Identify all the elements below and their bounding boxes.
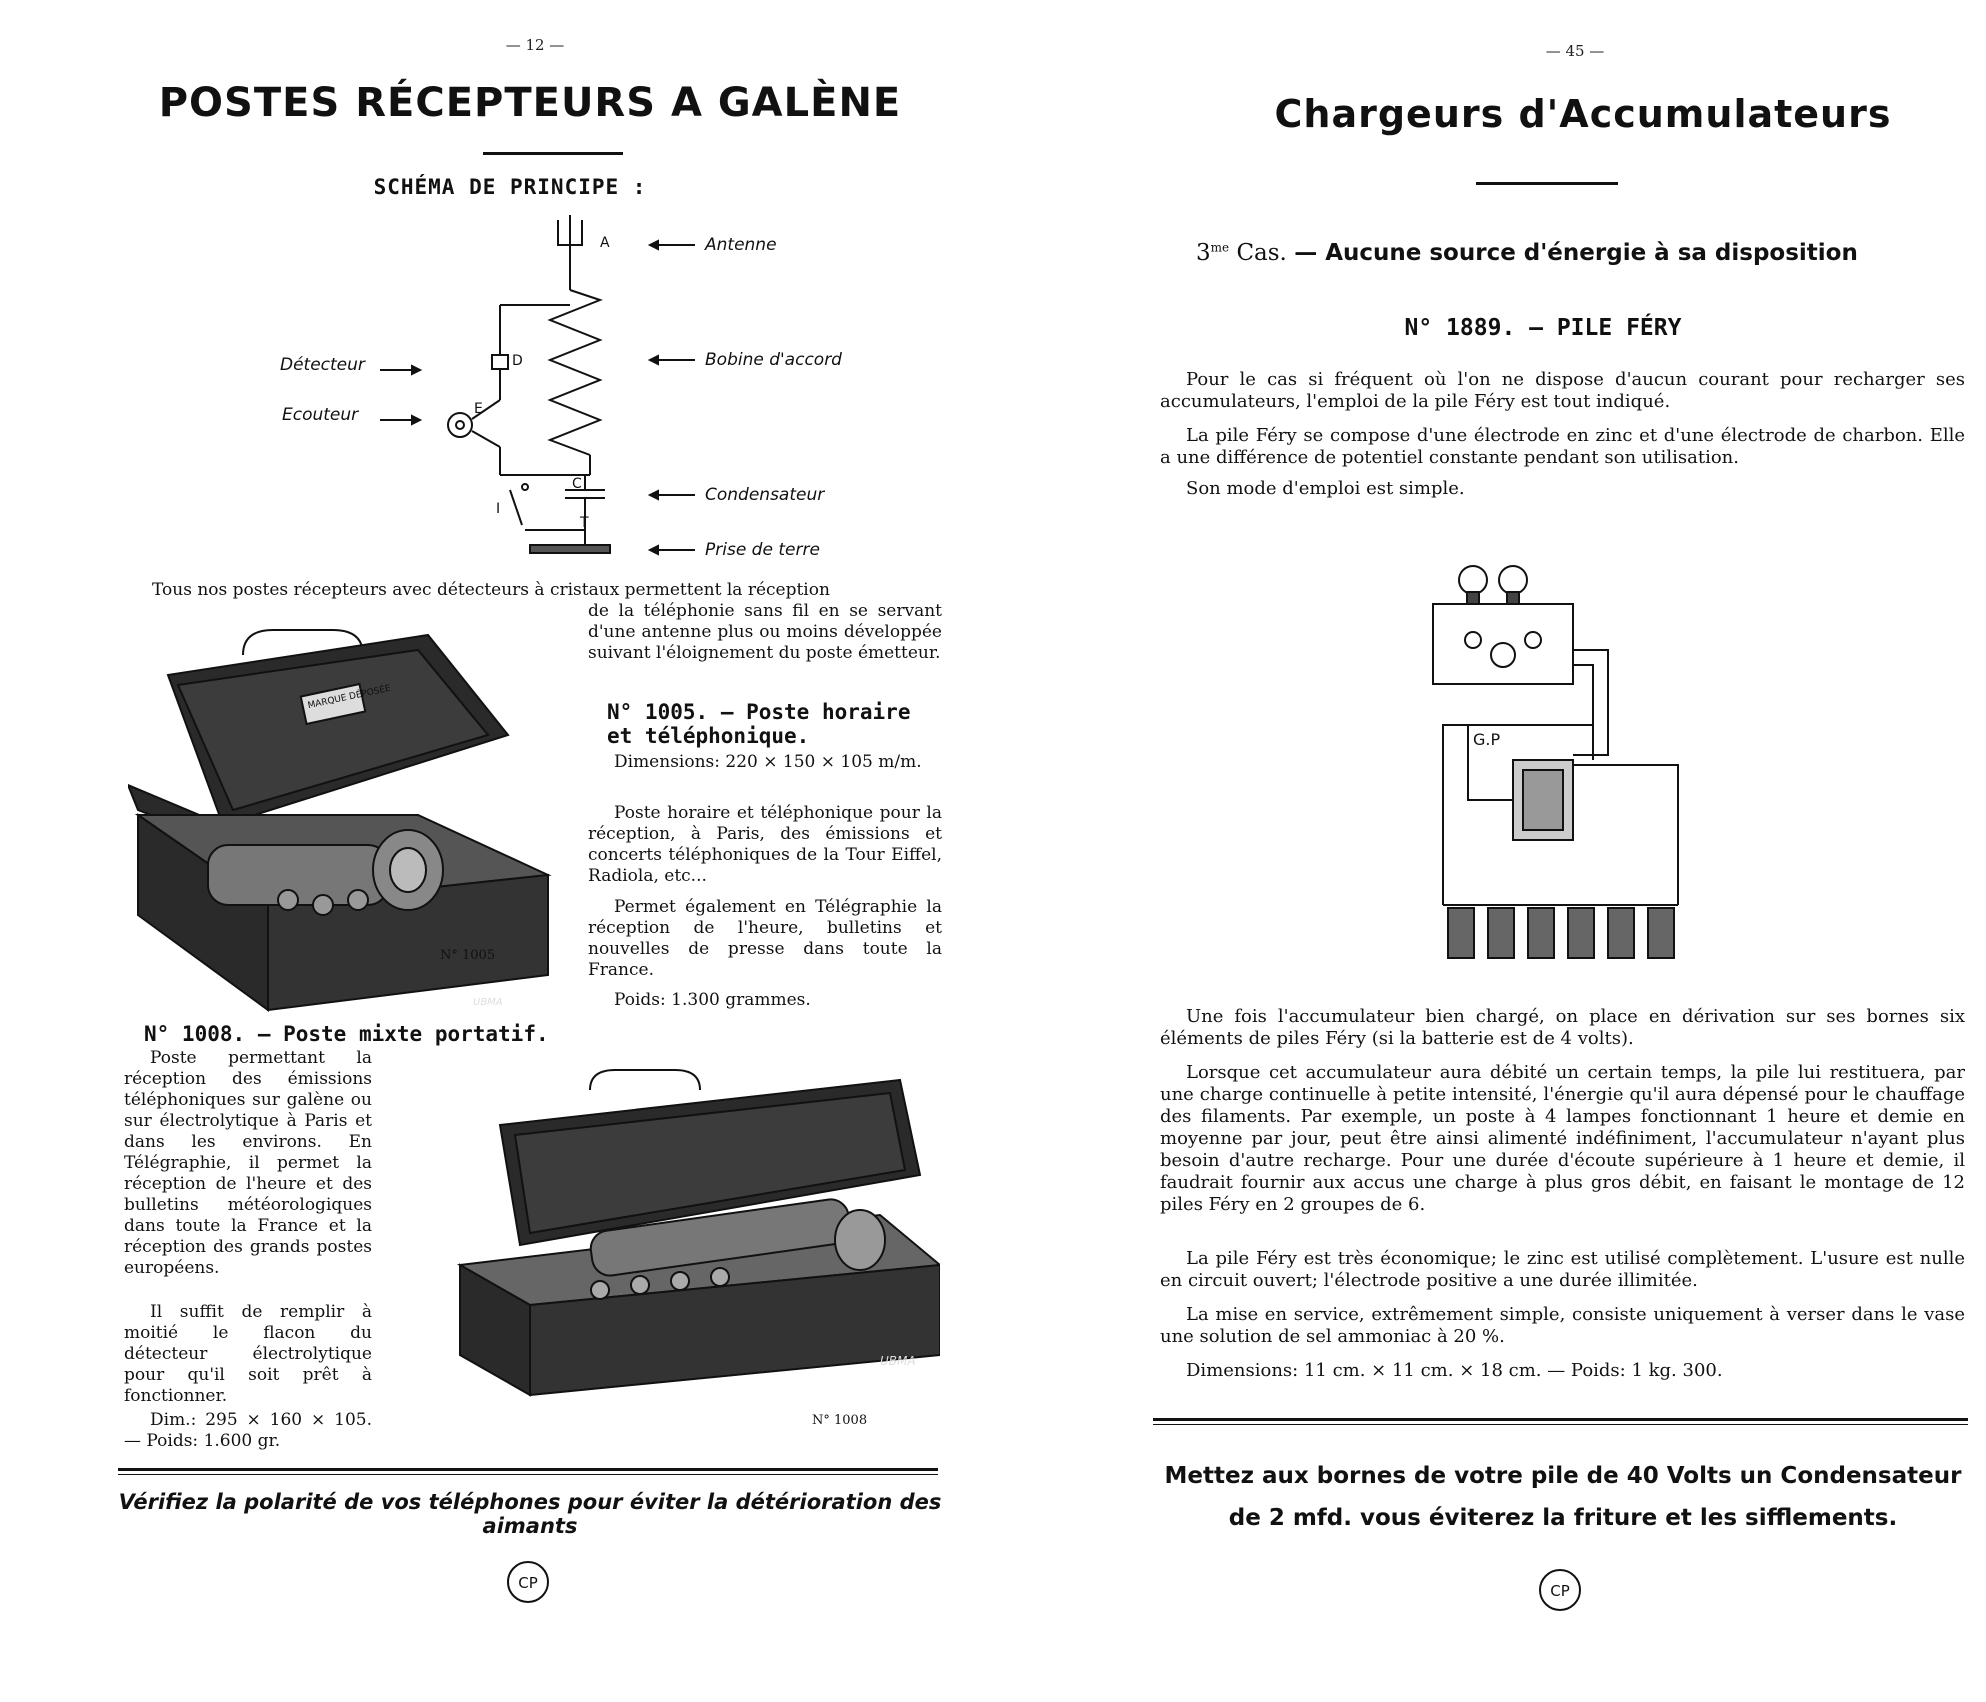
letter-a: A	[600, 235, 610, 251]
para-6: La pile Féry est très économique; le zinc est utilisé complètement. L'usure est nulle en circuit ouvert; l'électrode positive a une durée illimitée.	[1160, 1248, 1965, 1291]
footer-rule-right	[1153, 1418, 1968, 1425]
footer-line-1: Mettez aux bornes de votre pile de 40 Volts un Condensateur	[1164, 1463, 1962, 1489]
label-detecteur: Détecteur	[280, 355, 365, 375]
lamp-2	[1499, 566, 1527, 594]
plate-text: MARQUE DÉPOSÉE	[306, 683, 392, 712]
logo-text-right: CP	[1550, 1582, 1570, 1600]
poids-1005: Poids: 1.300 grammes.	[614, 990, 811, 1010]
fery-cells	[1448, 908, 1674, 958]
caption-1005: N° 1005	[440, 948, 496, 963]
case-prefix: 3	[1196, 240, 1211, 266]
footer-line-2: de 2 mfd. vous éviterez la friture et les sifflements.	[1228, 1505, 1898, 1531]
intro-line: Tous nos postes récepteurs avec détecteurs à cristaux permettent la réception	[152, 580, 830, 600]
heading-1005	[607, 700, 945, 748]
page-number: — 12 —	[505, 36, 565, 54]
dimensions-1889: Dimensions: 11 cm. × 11 cm. × 18 cm. — Poids: 1 kg. 300.	[1186, 1360, 1723, 1381]
publisher-logo-right	[1538, 1568, 1582, 1612]
label-bobine: Bobine d'accord	[705, 350, 842, 370]
letter-e: E	[474, 401, 483, 417]
gp-label: G.P	[1473, 730, 1501, 749]
publisher-logo	[506, 1560, 550, 1604]
heading-1005-text: — Poste horaire et téléphonique.	[607, 700, 911, 748]
ubma-mark-1: UBMA	[473, 997, 503, 1008]
ubma-mark-2: UBMA	[880, 1354, 916, 1368]
logo-text: CP	[518, 1574, 538, 1592]
case-line	[1196, 240, 1956, 266]
schema-title: SCHÉMA DE PRINCIPE :	[373, 175, 647, 199]
page-title-right: Chargeurs d'Accumulateurs	[1274, 92, 1892, 136]
heading-1005-no: N° 1005.	[607, 700, 709, 724]
right-page	[993, 0, 1986, 1702]
switch-symbol	[510, 490, 522, 525]
schematic-diagram	[260, 205, 860, 565]
letter-c: C	[572, 476, 582, 492]
coil-symbol	[550, 290, 600, 455]
para-1: Pour le cas si fréquent où l'on ne dispose d'aucun courant pour recharger ses accumulateurs, l'emploi de la pile Féry est tout indiqué.	[1160, 369, 1965, 412]
label-antenne: Antenne	[705, 235, 777, 255]
heading-1008-no: N° 1008.	[144, 1022, 246, 1046]
pile-fery-diagram	[1403, 560, 1723, 970]
poste-1008-image	[440, 1035, 940, 1405]
earphone-symbol	[448, 413, 472, 437]
antenna-symbol	[558, 215, 582, 245]
label-condensateur: Condensateur	[705, 485, 825, 505]
ground-symbol	[530, 545, 610, 553]
earphone-2	[835, 1210, 885, 1270]
letter-i: I	[496, 501, 501, 517]
case-sup: me	[1210, 240, 1230, 255]
footer-rule	[118, 1468, 938, 1475]
footer-note: Vérifiez la polarité de vos téléphones pour éviter la détérioration des aimants	[118, 1490, 942, 1538]
label-ecouteur: Ecouteur	[282, 405, 359, 425]
lamp-1	[1459, 566, 1487, 594]
heading-1008-text: — Poste mixte portatif.	[257, 1022, 549, 1046]
para-1008-a: Poste permettant la réception des émissions téléphoniques sur galène ou sur électrolytique à Paris et dans les environs. En Télégraphie, il permet la réception de l'heure et des bulletins météorologiques dans toute la France et la réception des grands postes européens.	[124, 1048, 372, 1278]
case-text: — Aucune source d'énergie à sa disposition	[1294, 240, 1858, 266]
dims-1008: Dim.: 295 × 160 × 105. — Poids: 1.600 gr.	[124, 1410, 372, 1451]
para-5: Lorsque cet accumulateur aura débité un certain temps, la pile lui restituera, par une charge continuelle à petite intensité, l'énergie qu'il aura dépensé pour le chauffage des filaments. Par exemple, un poste à 4 lampes fonctionnant 1 heure et demie en moyenne par jour, peut être ainsi alimenté indéfiniment, l'accumulateur n'ayant plus besoin d'autre recharge. Pour une durée d'écoute supérieure à 1 heure et demie, il faudrait fournir aux accus une charge à plus gros débit, en faisant le montage de 12 piles Féry en 2 groupes de 6.	[1160, 1062, 1965, 1215]
product-heading: N° 1889. — PILE FÉRY	[1404, 315, 1682, 341]
case-label: Cas.	[1236, 240, 1287, 266]
para-3: Son mode d'emploi est simple.	[1186, 478, 1465, 499]
para-1005-a: Poste horaire et téléphonique pour la réception, à Paris, des émissions et concerts téléphoniques de la Tour Eiffel, Radiola, etc...	[588, 803, 942, 886]
title-rule-right	[1476, 182, 1618, 185]
detector-symbol	[492, 355, 508, 369]
intro-rest: de la téléphonie sans fil en se servant d'une antenne plus ou moins développée suivant l'éloignement du poste émetteur.	[588, 601, 942, 663]
para-4: Une fois l'accumulateur bien chargé, on place en dérivation sur ses bornes six éléments de piles Féry (si la batterie est de 4 volts).	[1160, 1006, 1965, 1049]
dimensions-1005: Dimensions: 220 × 150 × 105 m/m.	[614, 752, 922, 772]
caption-1008: N° 1008	[812, 1413, 868, 1428]
footer-note-right	[1153, 1455, 1973, 1539]
letter-t: T	[580, 515, 589, 531]
letter-d: D	[512, 353, 523, 369]
label-prise-terre: Prise de terre	[705, 540, 820, 560]
page-number-right: — 45 —	[1545, 42, 1605, 60]
para-1008-b: Il suffit de remplir à moitié le flacon du détecteur électrolytique pour qu'il soit prêt à fonctionner.	[124, 1302, 372, 1406]
page-title: POSTES RÉCEPTEURS A GALÈNE	[158, 80, 902, 126]
para-7: La mise en service, extrêmement simple, consiste uniquement à verser dans le vase une solution de sel ammoniac à 20 %.	[1160, 1304, 1965, 1347]
para-1005-b: Permet également en Télégraphie la réception de l'heure, bulletins et nouvelles de presse dans toute la France.	[588, 897, 942, 980]
title-rule	[483, 152, 623, 155]
para-2: La pile Féry se compose d'une électrode en zinc et d'une électrode de charbon. Elle a une différence de potentiel constante pendant son utilisation.	[1160, 425, 1965, 468]
